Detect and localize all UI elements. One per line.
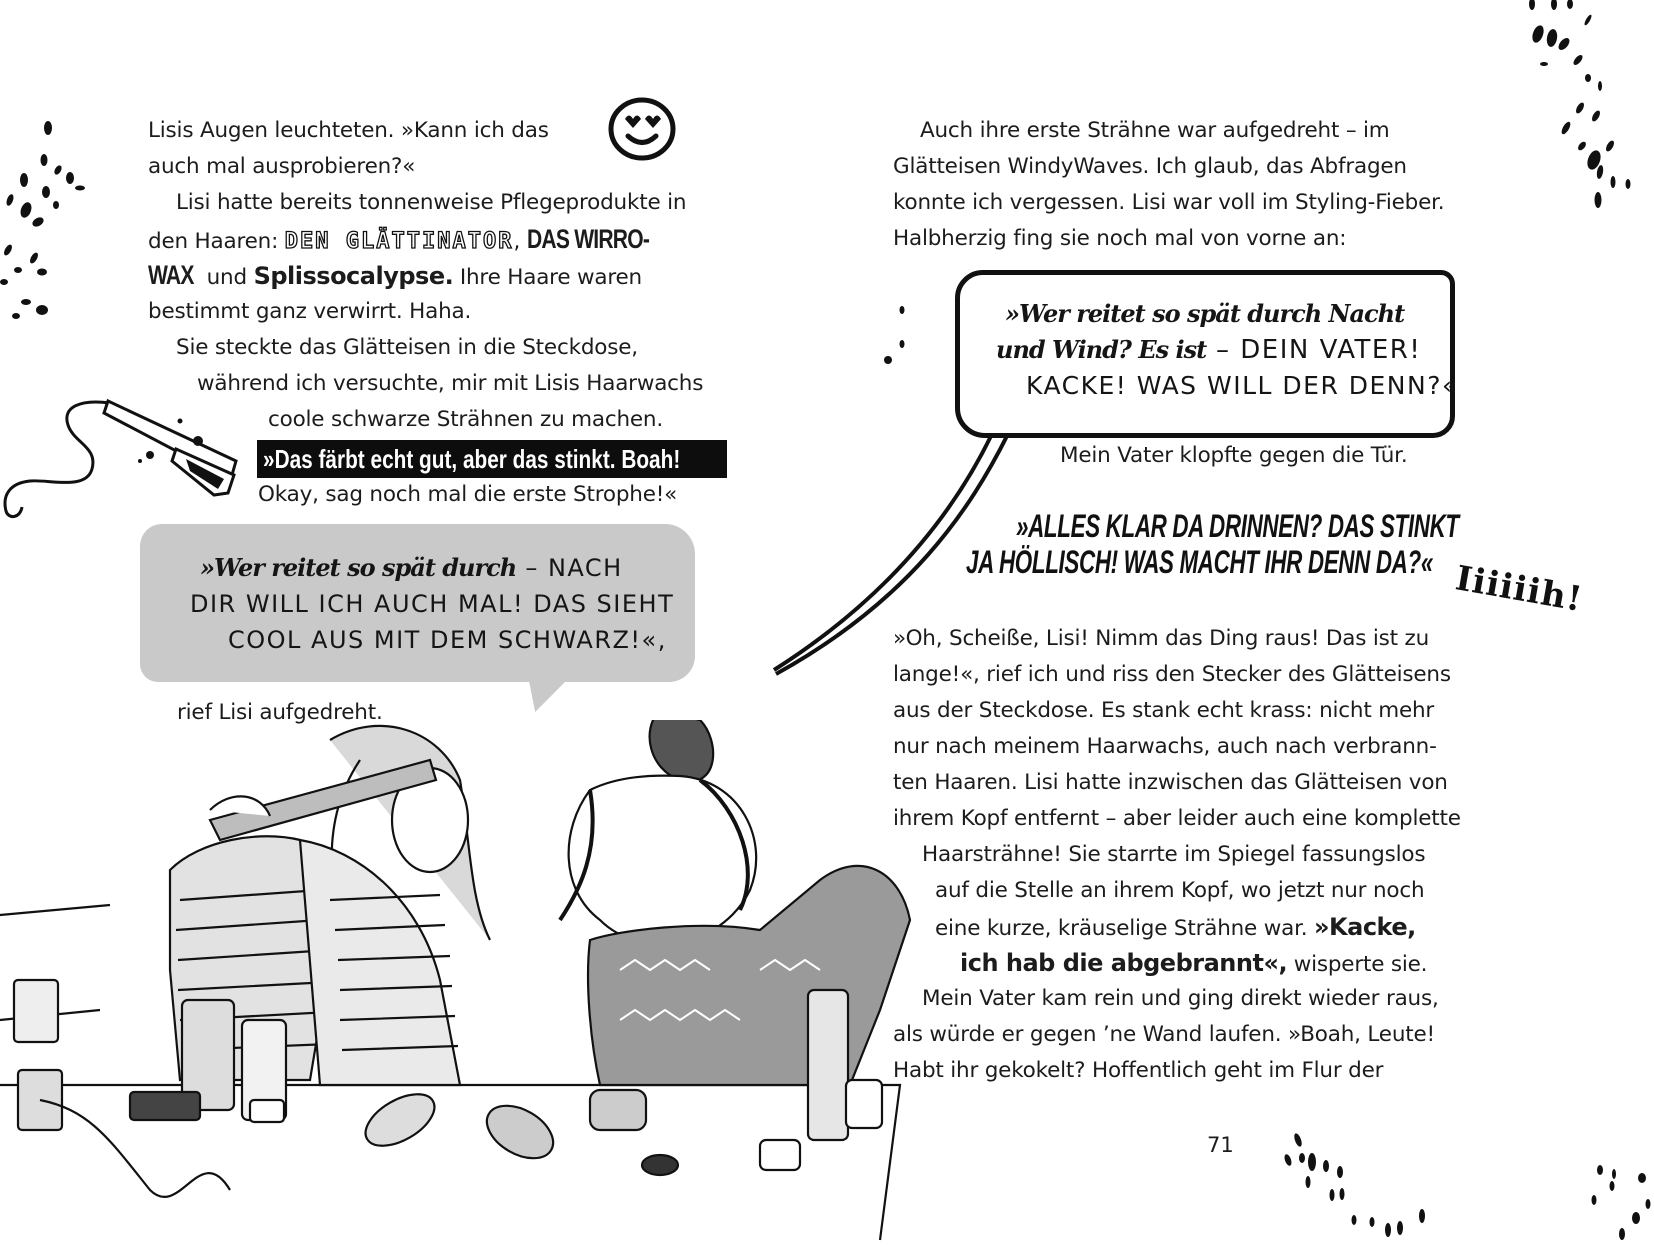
body-line: auch mal ausprobieren?«	[148, 154, 416, 179]
body-line: Glätteisen WindyWaves. Ich glaub, das Abfragen	[893, 154, 1407, 179]
body-line: nur nach meinem Haarwachs, auch nach verbrann-	[893, 734, 1437, 759]
body-line: als würde er gegen ’ne Wand laufen. »Boah, Leute!	[893, 1022, 1435, 1047]
shout-text: JA HÖLLISCH! WAS MACHT IHR DENN DA?«	[966, 544, 1433, 580]
hair-straightener-icon	[0, 395, 250, 525]
body-line	[960, 945, 1427, 983]
body-line: bestimmt ganz verwirrt. Haha.	[148, 299, 472, 324]
text: wisperte sie.	[1287, 952, 1428, 977]
page-number: 71	[1207, 1133, 1234, 1157]
body-line: ten Haaren. Lisi hatte inzwischen das Glätteisen von	[893, 770, 1448, 795]
bubble-script-text: und Wind? Es ist	[996, 335, 1207, 364]
product-name-splissocalypse: Splissocalypse.	[253, 262, 454, 290]
body-line: lange!«, rief ich und riss den Stecker des Glätteisens	[893, 662, 1451, 687]
emphasized-quote: ich hab die abgebrannt«,	[960, 949, 1288, 977]
body-line: Sie steckte das Glätteisen in die Steckdose,	[176, 335, 638, 360]
text: ,	[513, 229, 527, 254]
bubble-caps-text: – DEIN VATER!	[1206, 335, 1422, 365]
text: den Haaren:	[148, 229, 285, 254]
body-line-products	[148, 221, 683, 260]
product-name-wirrowax-cont: WAX	[148, 260, 194, 290]
heart-eyes-smiley-icon	[606, 95, 678, 163]
body-line: Haarsträhne! Sie starrte im Spiegel fassungslos	[922, 842, 1426, 867]
body-line: konnte ich vergessen. Lisi war voll im Styling-Fieber.	[893, 190, 1445, 215]
product-name-wirrowax: DAS WIRRO-	[526, 224, 649, 254]
bubble-script-text: »Wer reitet so spät durch	[200, 553, 517, 582]
text: und	[200, 265, 254, 290]
body-line	[935, 909, 1416, 947]
body-line: während ich versuchte, mir mit Lisis Haarwachs	[197, 371, 704, 396]
ink-splatter-top-right	[1500, 0, 1654, 210]
bubble-line	[996, 332, 1421, 369]
ink-splatter-bottom-right	[1270, 1130, 1654, 1252]
body-line: rief Lisi aufgedreht.	[177, 700, 383, 725]
body-line: »Oh, Scheiße, Lisi! Nimm das Ding raus! Das ist zu	[893, 626, 1429, 651]
bubble-line	[200, 550, 623, 587]
text: eine kurze, kräuselige Strähne war.	[935, 916, 1315, 941]
bubble-line	[1005, 296, 1404, 333]
body-line: Mein Vater kam rein und ging direkt wieder raus,	[922, 986, 1439, 1011]
ink-splatter-left	[0, 110, 90, 340]
exclamation-iiih: Iiiiiih!	[1452, 558, 1586, 620]
body-line: Halbherzig fing sie noch mal von vorne an:	[893, 226, 1347, 251]
body-line: Lisi hatte bereits tonnenweise Pflegeprodukte in	[176, 190, 687, 215]
body-line-products	[148, 257, 642, 296]
body-line: Auch ihre erste Strähne war aufgedreht – im	[920, 118, 1390, 143]
father-shout-line	[1016, 508, 1648, 545]
highlighted-quote	[257, 440, 727, 478]
body-line: coole schwarze Strähnen zu machen.	[268, 407, 663, 432]
bubble-script-text: »Wer reitet so spät durch Nacht	[1005, 299, 1405, 328]
body-line: Okay, sag noch mal die erste Strophe!«	[258, 482, 678, 507]
body-line: ihrem Kopf entfernt – aber leider auch eine komplette	[893, 806, 1461, 831]
body-line: Mein Vater klopfte gegen die Tür.	[1060, 443, 1408, 468]
product-name-glattinator: DEN GLÄTTINATOR	[284, 229, 514, 254]
bubble-line: DIR WILL ICH AUCH MAL! DAS SIEHT	[190, 590, 675, 618]
text: Ihre Haare waren	[453, 265, 642, 290]
ink-dots-mid	[880, 290, 910, 370]
body-line: auf die Stelle an ihrem Kopf, wo jetzt nur noch	[935, 878, 1425, 903]
body-line: Lisis Augen leuchteten. »Kann ich das	[148, 118, 549, 143]
bubble-caps-text: – NACH	[516, 554, 623, 582]
two-girls-at-mirror-illustration	[0, 720, 940, 1252]
emphasized-quote: »Kacke,	[1314, 913, 1416, 941]
body-line: aus der Steckdose. Es stank echt krass: nicht mehr	[893, 698, 1435, 723]
shout-text: »ALLES KLAR DA DRINNEN? DAS STINKT	[1016, 508, 1459, 544]
highlighted-quote-text: »Das färbt echt gut, aber das stinkt. Boah!	[263, 444, 681, 474]
body-line: Habt ihr gekokelt? Hoffentlich geht im Flur der	[893, 1058, 1384, 1083]
bubble-line: KACKE! WAS WILL DER DENN?«	[1026, 371, 1459, 400]
bubble-line: COOL AUS MIT DEM SCHWARZ!«,	[228, 626, 667, 654]
